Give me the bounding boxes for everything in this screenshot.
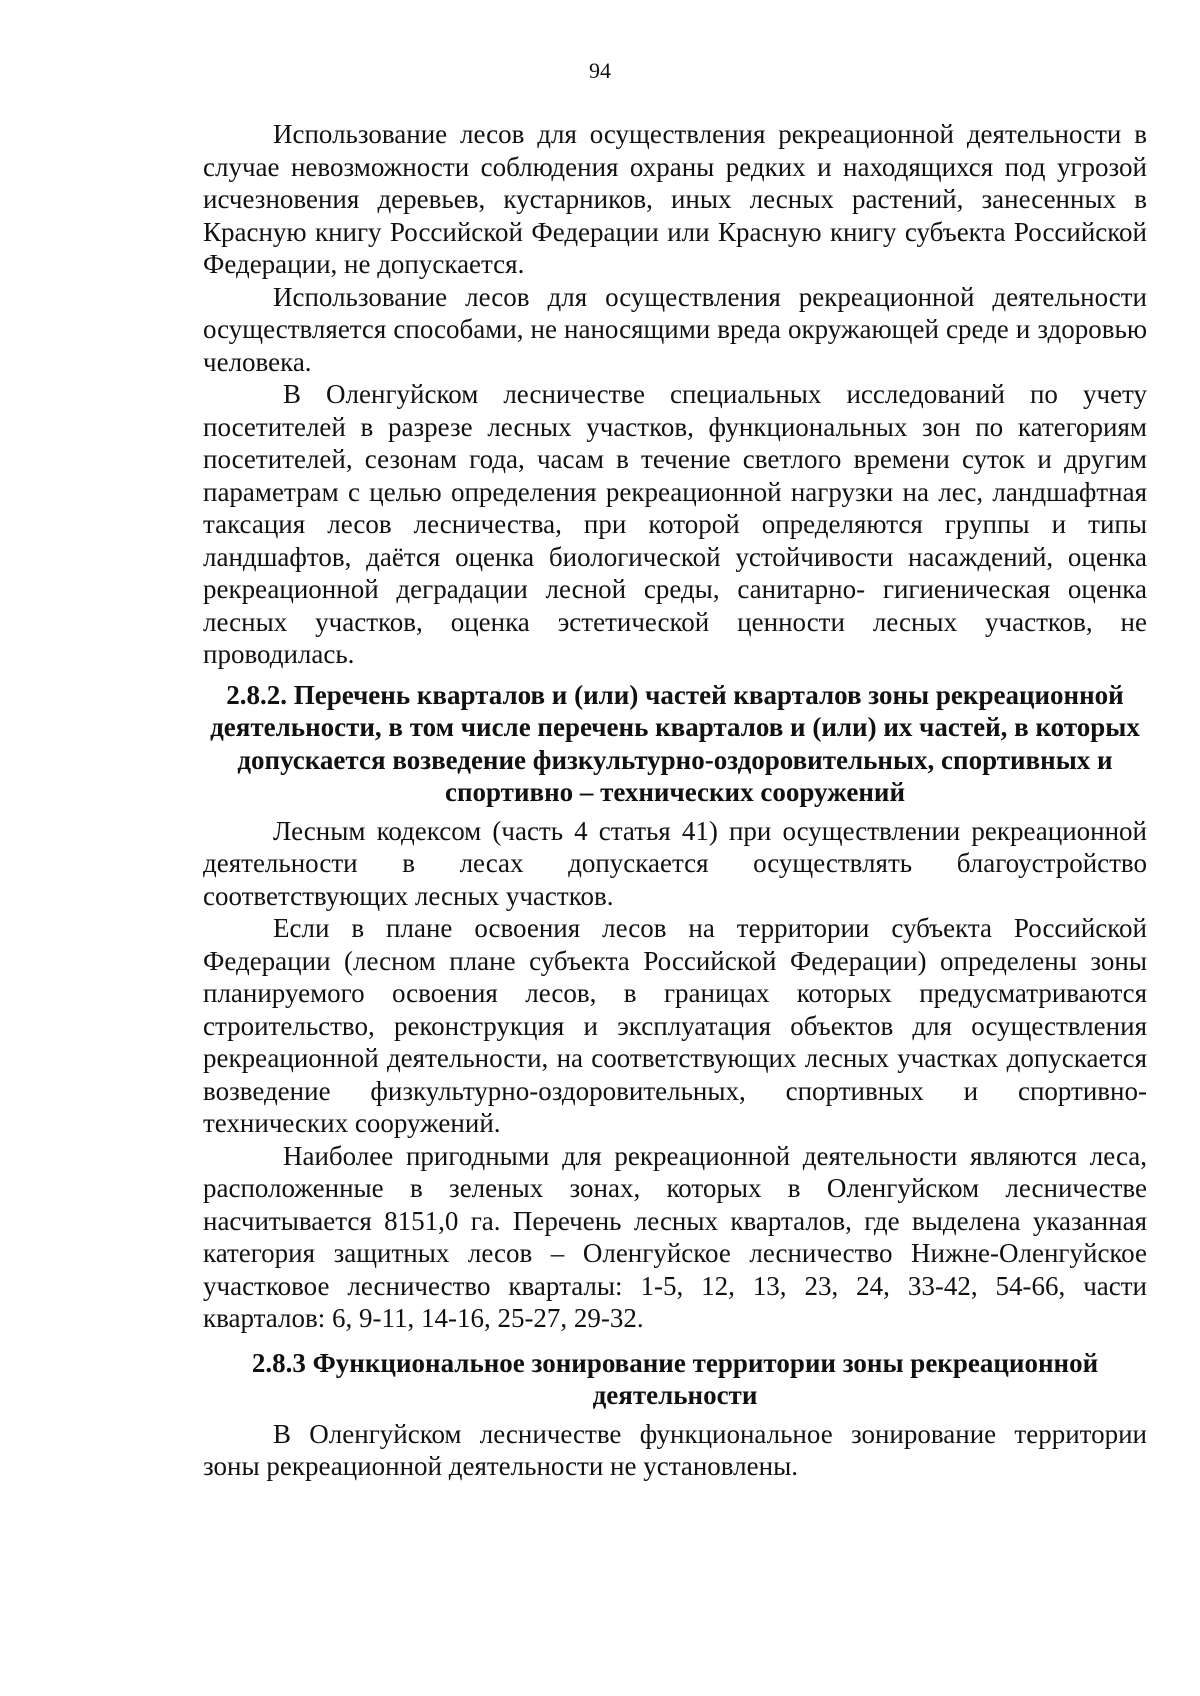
paragraph-green-zones: Наиболее пригодными для рекреационной деятельности являются леса, расположенные в зеленых зонах, которых в Оленгуйском лесничестве насчитывается 8151,0 га. Перечень лесных кварталов, где выделена указанная категория защитных лесов – Оленгуйское лесничество Нижне-Оленгуйское участковое лесничество кварталы: 1-5, 12, 13, 23, 24, 33-42, 54-66, части кварталов: 6, 9-11, 14-16, 25-27, 29-32. (203, 1140, 1147, 1333)
page-number: 94 (589, 58, 611, 83)
paragraph-forest-code: Лесным кодексом (часть 4 статья 41) при осуществлении рекреационной деятельности в лесах допускается осуществлять благоустройство соответствующих лесных участков. (203, 815, 1147, 911)
paragraph-forest-plan: Если в плане освоения лесов на территории субъекта Российской Федерации (лесном плане субъекта Российской Федерации) определены зоны планируемого освоения лесов, в границах которых предусматриваются строительство, реконструкция и эксплуатация объектов для осуществления рекреационной деятельности, на соответствующих лесных участках допускается возведение физкультурно-оздоровительных, спортивных и спортивно-технических сооружений. (203, 913, 1147, 1138)
section-heading-2-8-2: 2.8.2. Перечень кварталов и (или) частей кварталов зоны рекреационной деятельности, в том числе перечень кварталов и (или) их частей, в которых допускается возведение физкультурно-оздоровительных, спортивных и спортивно – технических сооружений (210, 679, 1140, 807)
paragraph-red-book-restriction: Использование лесов для осуществления рекреационной деятельности в случае невозможности соблюдения охраны редких и находящихся под угрозой исчезновения деревьев, кустарников, иных лесных растений, занесенных в Красную книгу Российской Федерации или Красную книгу субъекта Российской Федерации, не допускается. (203, 119, 1147, 279)
paragraph-harmless-methods: Использование лесов для осуществления рекреационной деятельности осуществляется способами, не наносящими вреда окружающей среде и здоровью человека. (203, 281, 1147, 377)
page-content (203, 118, 1147, 1483)
paragraph-zoning-not-established: В Оленгуйском лесничестве функциональное зонирование территории зоны рекреационной деятельности не установлены. (203, 1418, 1147, 1481)
section-heading-2-8-3: 2.8.3 Функциональное зонирование территории зоны рекреационной деятельности (251, 1347, 1099, 1410)
paragraph-no-studies: В Оленгуйском лесничестве специальных исследований по учету посетителей в разрезе лесных участков, функциональных зон по категориям посетителей, сезонам года, часам в течение светлого времени суток и другим параметрам с целью определения рекреационной нагрузки на лес, ландшафтная таксация лесов лесничества, при которой определяются группы и типы ландшафтов, даётся оценка биологической устойчивости насаждений, оценка рекреационной деградации лесной среды, санитарно- гигиеническая оценка лесных участков, оценка эстетической ценности лесных участков, не проводилась. (203, 379, 1147, 669)
